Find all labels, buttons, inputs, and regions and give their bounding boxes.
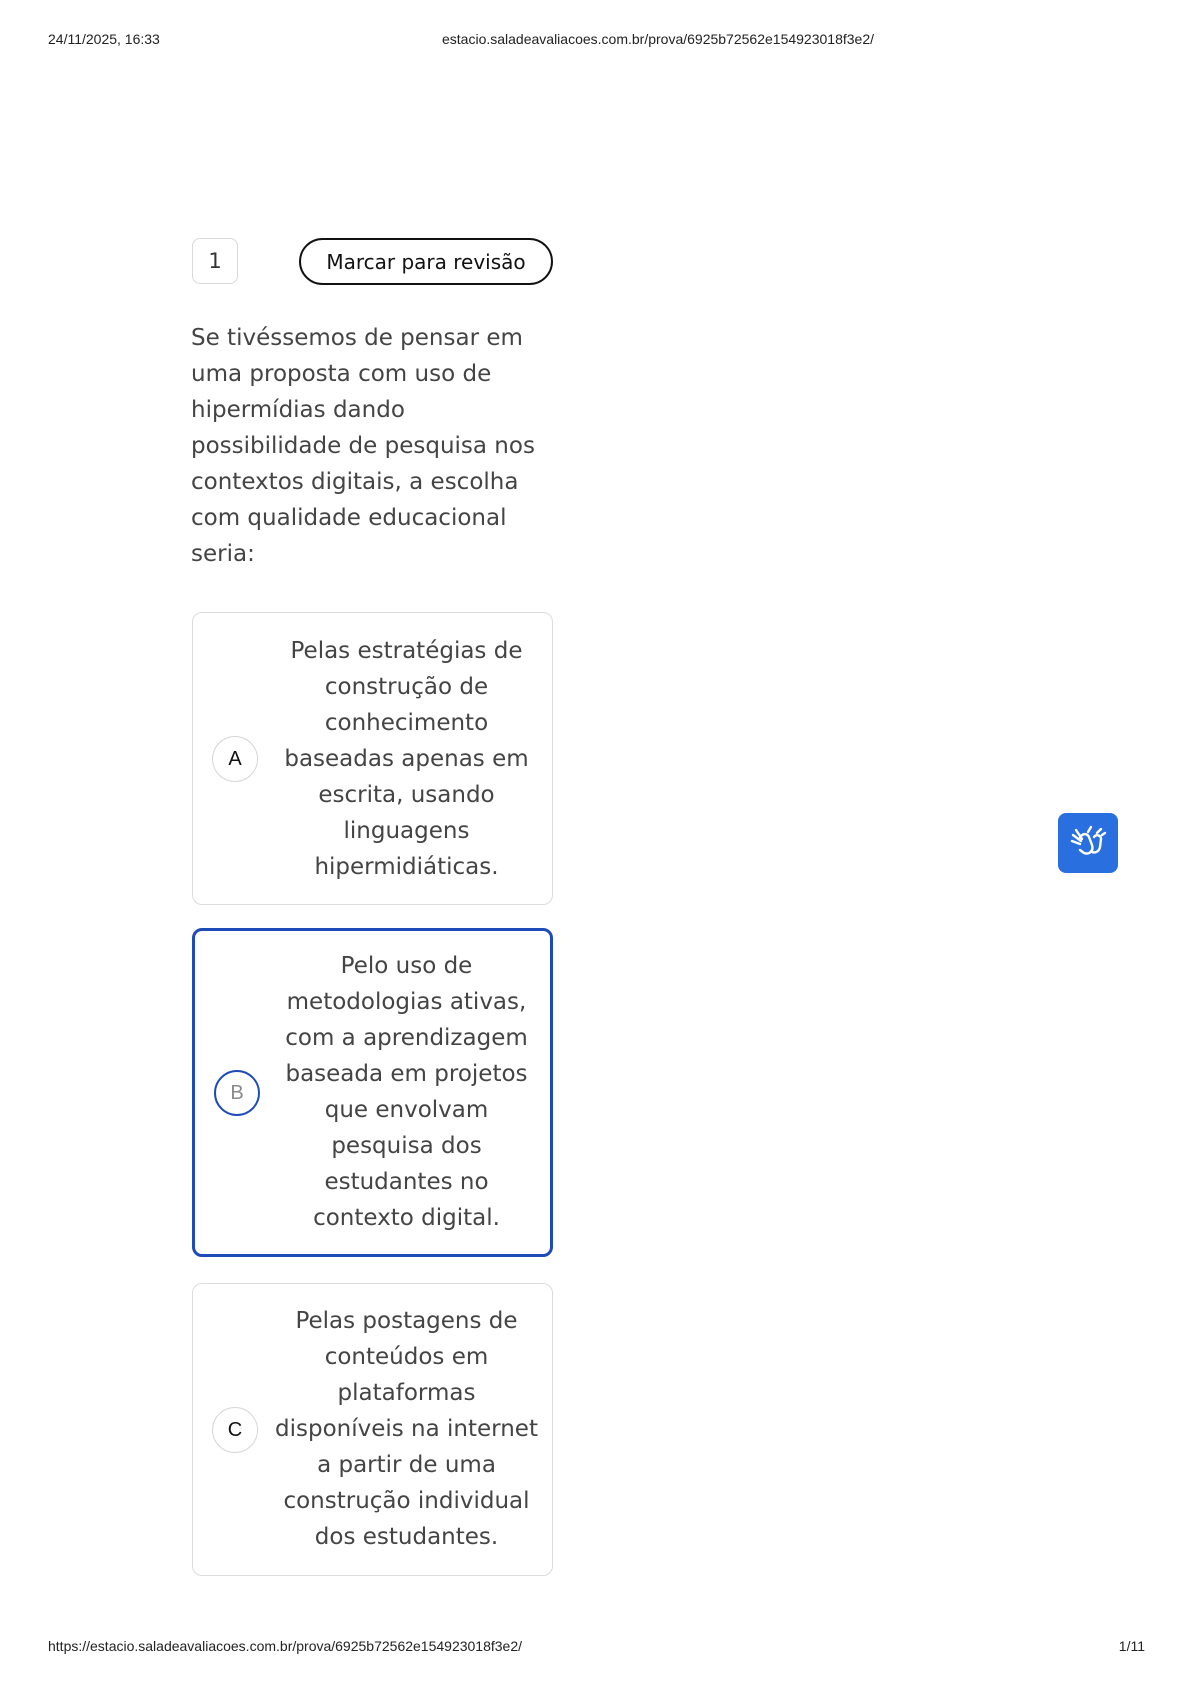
option-letter: A: [212, 736, 258, 782]
question-text: Se tivéssemos de pensar em uma proposta com uso de hipermídias dando possibilidade de pesquisa nos contextos digitais, a escolha com qualidade educacional seria:: [191, 325, 535, 567]
option-text: Pelas estratégias de construção de conhecimento baseadas apenas em escrita, usando linguagens hipermidiáticas.: [284, 638, 529, 880]
option-b[interactable]: [192, 928, 553, 1257]
print-page-number: 1/11: [1118, 1638, 1145, 1654]
option-letter: B: [214, 1070, 260, 1116]
option-c[interactable]: [192, 1283, 553, 1576]
print-footer-url: https://estacio.saladeavaliacoes.com.br/prova/6925b72562e154923018f3e2/: [48, 1638, 523, 1654]
question-number: 1: [192, 238, 238, 284]
sign-language-hands-icon: [1068, 821, 1108, 865]
option-a[interactable]: [192, 612, 553, 905]
mark-for-review-button[interactable]: Marcar para revisão: [299, 238, 553, 285]
print-datetime: 24/11/2025, 16:33: [48, 31, 160, 47]
sign-language-button[interactable]: [1058, 813, 1118, 873]
print-url: estacio.saladeavaliacoes.com.br/prova/6925b72562e154923018f3e2/: [442, 31, 874, 47]
option-letter: C: [212, 1407, 258, 1453]
option-text: Pelo uso de metodologias ativas, com a aprendizagem baseada em projetos que envolvam pesquisa dos estudantes no contexto digital.: [285, 953, 528, 1231]
option-text: Pelas postagens de conteúdos em plataformas disponíveis na internet a partir de uma construção individual dos estudantes.: [275, 1308, 538, 1550]
